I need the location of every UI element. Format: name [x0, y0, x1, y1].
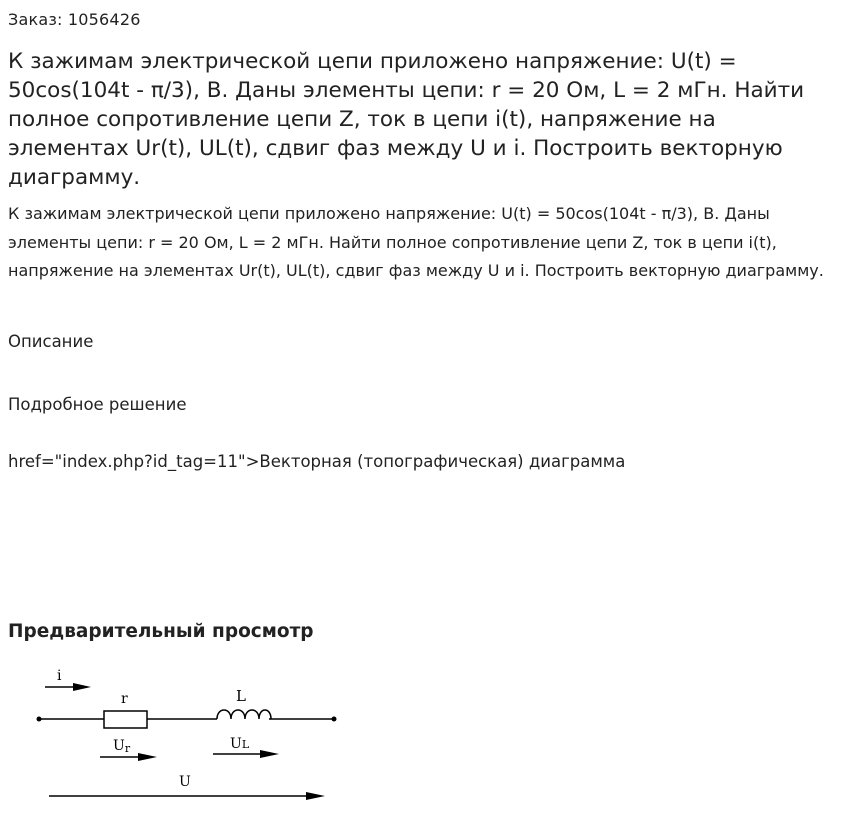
vector-diagram-link-text: href="index.php?id_tag=11">Векторная (топографическая) диаграмма	[8, 452, 626, 471]
description-heading: Описание	[8, 332, 94, 351]
resistor-symbol	[104, 711, 147, 728]
inductor-symbol	[217, 710, 271, 719]
page-title: К зажимам электрической цепи приложено напряжение: U(t) = 50cos(104t - π/3), В. Даны элементы цепи: r = 20 Ом, L = 2 мГн. Найти полное сопротивление цепи Z, ток в цепи i(t), напряжение на элементах Ur(t), UL(t), сдвиг фаз между U и i. Построить векторную диаграмму.	[8, 49, 805, 190]
task-description: К зажимам электрической цепи приложено напряжение: U(t) = 50cos(104t - π/3), В. Даны элементы цепи: r = 20 Ом, L = 2 мГн. Найти полное сопротивление цепи Z, ток в цепи i(t), напряжение на элементах Ur(t), UL(t), сдвиг фаз между U и i. Построить векторную диаграмму.	[8, 204, 824, 280]
u-arrow	[49, 792, 325, 800]
ul-label: UL	[230, 736, 250, 752]
ul-arrow	[213, 750, 279, 758]
u-label: U	[179, 774, 191, 790]
detailed-solution-label: Подробное решение	[8, 395, 187, 414]
current-label: i	[57, 668, 62, 684]
ur-label: Ur	[113, 738, 131, 755]
current-arrow	[45, 683, 91, 691]
order-number: Заказ: 1056426	[8, 10, 141, 29]
circuit-wire	[37, 717, 337, 722]
resistor-label: r	[121, 691, 128, 707]
inductor-label: L	[236, 687, 246, 705]
preview-heading: Предварительный просмотр	[8, 621, 314, 642]
circuit-diagram	[20, 660, 350, 810]
